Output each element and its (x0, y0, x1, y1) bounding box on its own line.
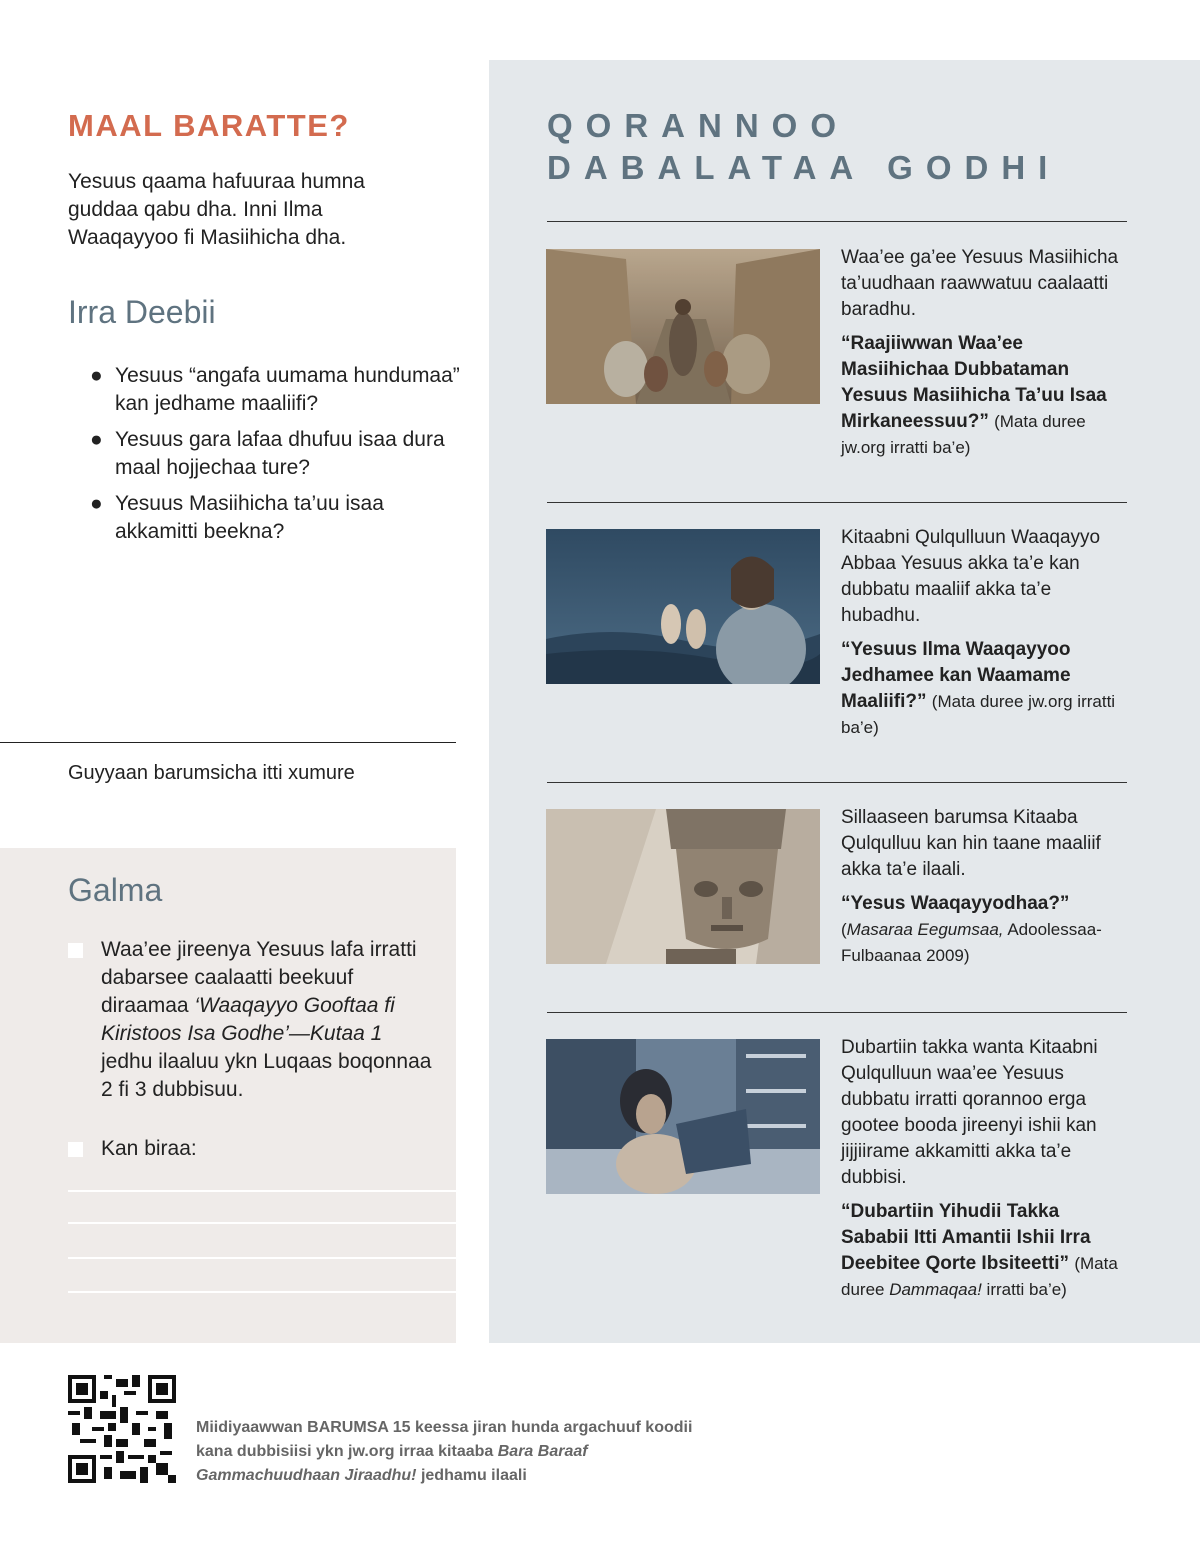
study-entry: Dubartiin takka wanta Kitaabni Qulqulluun waa’ee Yesuus dubbatu irratti qorannoo erga gootee booda jireenyi ishii kan jijjiirame akkamitti akka ta’e dubbisi. “Dubartiin Yihudii Takka Sababii Itti Amantii Ishii Irra Deebitee Qorte Ibsiteetti” (Mata duree Dammaqaa! irratti ba’e) (841, 1035, 1131, 1303)
goal-item (68, 1135, 438, 1163)
article-reference[interactable]: “Raajiiwwan Waa’ee Masiihichaa Dubbataman Yesuus Masiihicha Ta’uu Isaa Mirkaneessuu?” (Mata duree jw.org irratti ba’e) (841, 333, 1107, 457)
palm-procession-image[interactable] (546, 249, 820, 404)
trinity-sculpture-image[interactable] (546, 809, 820, 964)
woman-reading-image[interactable] (546, 1039, 820, 1194)
checkbox[interactable] (68, 943, 83, 958)
checkbox[interactable] (68, 1142, 83, 1157)
review-item: ● Yesuus gara lafaa dhufuu isaa dura maal hojjechaa ture? (90, 428, 445, 479)
write-line[interactable] (68, 1222, 456, 1224)
divider (547, 1012, 1127, 1013)
write-line[interactable] (68, 1291, 456, 1293)
page-heading: MAAL BARATTE? (68, 108, 350, 143)
divider (547, 782, 1127, 783)
article-reference[interactable]: “Dubartiin Yihudii Takka Sababii Itti Amantii Ishii Irra Deebitee Qorte Ibsiteetti” (Mata duree Dammaqaa! irratti ba’e) (841, 1201, 1118, 1299)
review-item: ● Yesuus Masiihicha ta’uu isaa akkamitti beekna? (90, 492, 384, 543)
bullet-icon: ● (90, 364, 103, 387)
completion-date-label: Guyyaan barumsicha itti xumure (68, 762, 355, 784)
write-line[interactable] (68, 1190, 456, 1192)
study-entry: Kitaabni Qulqulluun Waaqayyo Abbaa Yesuus akka ta’e kan dubbatu maaliif akka ta’e hubadhu. “Yesuus Ilma Waaqayyoo Jedhamee kan Waamame Maaliifi?” (Mata duree jw.org irratti ba’e) (841, 525, 1131, 741)
write-line[interactable] (68, 1257, 456, 1259)
goal-item-text: Kan biraa: (101, 1137, 197, 1160)
bullet-icon: ● (90, 492, 103, 515)
study-entry: Waa’ee ga’ee Yesuus Masiihicha ta’uudhaan raawwatuu caalaatti baradhu. “Raajiiwwan Waa’ee Masiihichaa Dubbataman Yesuus Masiihicha Ta’uu Isaa Mirkaneessuu?” (Mata duree jw.org irratti ba’e) (841, 245, 1131, 461)
article-reference[interactable]: “Yesus Waaqayyodhaa?” (Masaraa Eegumsaa, Adoolessaa-Fulbaanaa 2009) (841, 893, 1102, 965)
qr-code-icon[interactable] (68, 1375, 176, 1483)
bullet-icon: ● (90, 428, 103, 451)
footer-note: Miidiyaawwan BARUMSA 15 keessa jiran hunda argachuuf koodii kana dubbisiisi ykn jw.org irraa kitaaba Bara Baraaf Gammachuudhaan Jiraadhu! jedhamu ilaali (196, 1419, 693, 1484)
study-entry: Sillaaseen barumsa Kitaaba Qulqulluu kan hin taane maaliif akka ta’e ilaali. “Yesus Waaqayyodhaa?” (Masaraa Eegumsaa, Adoolessaa-Fulbaanaa 2009) (841, 805, 1131, 969)
jesus-praying-image[interactable] (546, 529, 820, 684)
further-study-title: QORANNOO DABALATAA GODHI (547, 107, 1061, 186)
article-reference[interactable]: “Yesuus Ilma Waaqayyoo Jedhamee kan Waamame Maaliifi?” (Mata duree jw.org irratti ba’e) (841, 639, 1116, 737)
divider (547, 221, 1127, 222)
signature-line (0, 742, 456, 743)
goal-item (68, 936, 438, 1104)
goal-item-text: Waa’ee jireenya Yesuus lafa irratti dabarsee caalaatti beekuuf diraamaa ‘Waaqayyo Gooftaa fi Kiristoos Isa Godhe’—Kutaa 1 jedhu ilaaluu ykn Luqaas boqonnaa 2 fi 3 dubbisuu. (101, 938, 432, 1101)
review-list (90, 362, 460, 554)
intro-text: Yesuus qaama hafuuraa humna guddaa qabu dha. Inni Ilma Waaqayyoo fi Masiihicha dha. (68, 170, 365, 249)
review-item: ● Yesuus “angafa uumama hundumaa” kan jedhame maaliifi? (90, 364, 460, 415)
divider (547, 502, 1127, 503)
review-title: Irra Deebii (68, 294, 216, 330)
goal-title: Galma (68, 872, 163, 908)
